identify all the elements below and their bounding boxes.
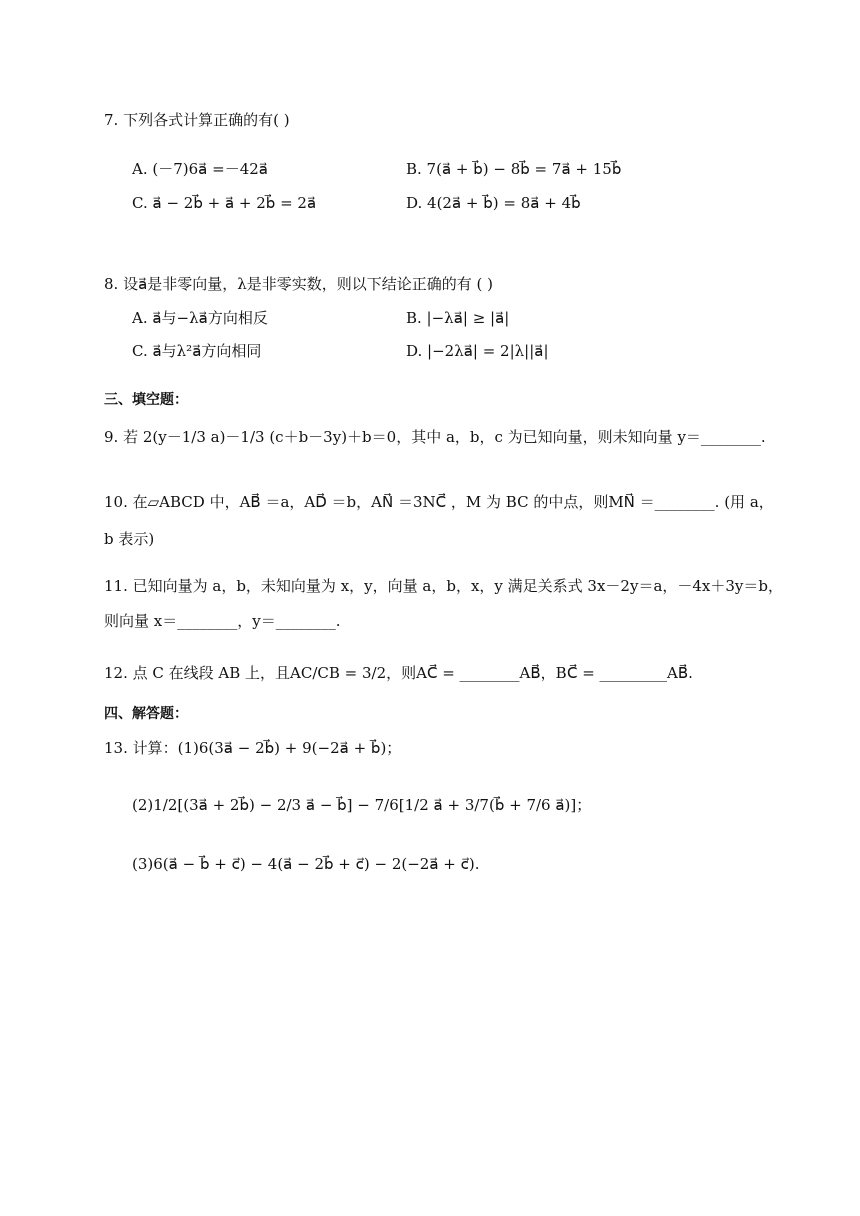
q12-text: 12. 点 C 在线段 AB 上，且AC/CB = 3/2，则AC⃗ = ________AB⃗，BC⃗ = _________AB⃗. xyxy=(104,664,693,682)
q9-text: 9. 若 2(y－1/3 a)－1/3 (c＋b－3y)＋b＝0，其中 a，b，c 为已知向量，则未知向量 y＝________. xyxy=(104,428,766,446)
q13-part2: (2)1/2[(3a⃗ + 2b⃗) − 2/3 a⃗ − b⃗] − 7/6[1/2 a⃗ + 3/7(b⃗ + 7/6 a⃗)]； xyxy=(132,796,592,814)
q11-line1: 11. 已知向量为 a，b，未知向量为 x，y，向量 a，b，x，y 满足关系式 3x－2y＝a，－4x＋3y＝b， xyxy=(104,577,784,595)
q11-line2: 则向量 x＝________，y＝________. xyxy=(104,612,341,630)
q10-line2: b 表示) xyxy=(104,530,155,548)
section-answer-title: 四、解答题： xyxy=(104,706,188,722)
q8-option-a: A. a⃗与−λa⃗方向相反 xyxy=(132,309,268,327)
q8-option-c: C. a⃗与λ²a⃗方向相同 xyxy=(132,342,262,360)
q8-option-b: B. |−λa⃗| ≥ |a⃗| xyxy=(406,309,510,327)
q13-part3: (3)6(a⃗ − b⃗ + c⃗) − 4(a⃗ − 2b⃗ + c⃗) − 2(−2a⃗ + c⃗). xyxy=(132,855,480,873)
q8-option-d: D. |−2λa⃗| = 2|λ||a⃗| xyxy=(406,342,549,360)
section-fill-in-title: 三、填空题： xyxy=(104,392,188,408)
q8-stem: 8. 设a⃗是非零向量，λ是非零实数，则以下结论正确的有 ( ) xyxy=(104,275,494,293)
q7-option-d: D. 4(2a⃗ + b⃗) = 8a⃗ + 4b⃗ xyxy=(406,194,581,212)
q7-option-a: A. (－7)6a⃗ =－42a⃗ xyxy=(132,160,268,178)
q13-part1: 13. 计算：(1)6(3a⃗ − 2b⃗) + 9(−2a⃗ + b⃗)； xyxy=(104,739,402,757)
q10-line1: 10. 在▱ABCD 中，AB⃗ ＝a，AD⃗ ＝b，AN⃗ ＝3NC⃗ ，M 为 BC 的中点，则MN⃗ ＝________. (用 a， xyxy=(104,493,774,511)
q7-stem: 7. 下列各式计算正确的有( ) xyxy=(104,111,290,129)
q7-option-b: B. 7(a⃗ + b⃗) − 8b⃗ = 7a⃗ + 15b⃗ xyxy=(406,160,622,178)
q7-option-c: C. a⃗ − 2b⃗ + a⃗ + 2b⃗ = 2a⃗ xyxy=(132,194,317,212)
